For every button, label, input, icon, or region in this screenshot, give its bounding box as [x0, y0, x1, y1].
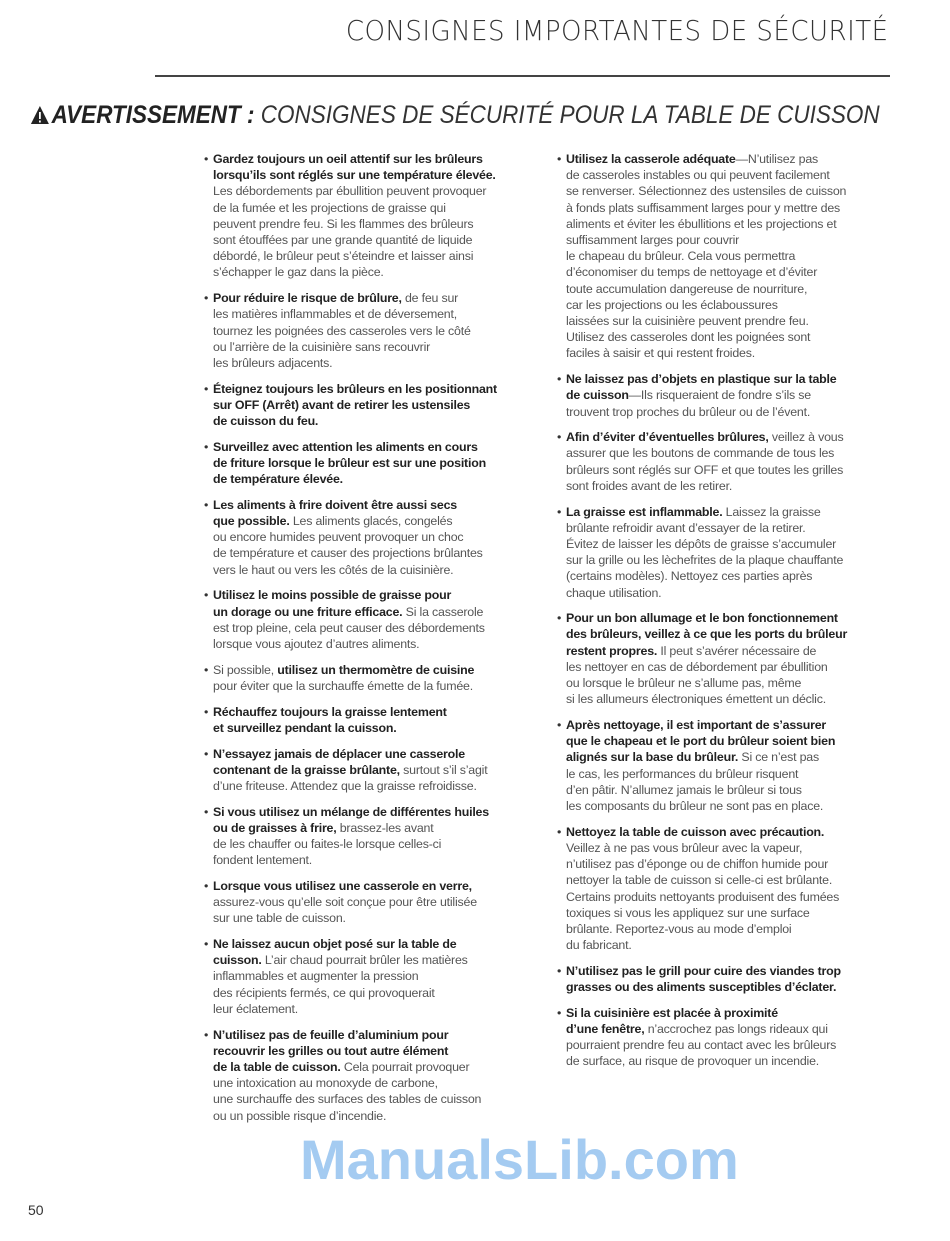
item-emphasis: Réchauffez toujours la graisse lentement et surveillez pendant la cuisson. [213, 704, 447, 735]
safety-item [204, 587, 549, 652]
item-text: Si possible, [213, 662, 278, 677]
item-emphasis: Les aliments à frire doivent être aussi secs que possible. [213, 497, 457, 529]
item-text: Cela pourrait provoquer une intoxication au monoxyde de carbone, une surchauffe des surfaces des tables de cuisson ou un possible risque d’incendie. [213, 1059, 482, 1123]
item-text: veillez à vous assurer que les boutons de commande de tous les brûleurs sont réglés sur OFF et que toutes les grilles sont froides avant de les retirer. [566, 430, 844, 493]
safety-item [557, 824, 902, 954]
item-emphasis: N’utilisez pas le grill pour cuire des viandes trop grasses ou des aliments susceptibles d’éclater. [566, 963, 841, 995]
left-column [204, 151, 549, 1133]
item-emphasis: Ne laissez pas d’objets en plastique sur la table de cuisson [566, 372, 837, 403]
item-text: assurez-vous qu’elle soit conçue pour être utilisée sur une table de cuisson. [213, 895, 477, 926]
safety-item [557, 151, 902, 362]
safety-item [204, 746, 549, 795]
safety-item [204, 1027, 549, 1124]
safety-item [204, 290, 549, 371]
item-emphasis: Utilisez la casserole adéquate [566, 152, 736, 166]
item-text: brassez-les avant de les chauffer ou faites-le lorsque celles-ci fondent lentement. [213, 820, 442, 868]
item-text: Veillez à ne pas vous brûleur avec la vapeur, n’utilisez pas d’éponge ou de chiffon humide pour nettoyer la table de cuisson si celle-ci est brûlante. Certains produits nettoyants produisent des fumées toxiques si vous les appliquez sur une surface brûlante. Reportez-vous au mode d’emploi du fabricant. [566, 840, 840, 953]
safety-item [204, 439, 549, 488]
safety-item [557, 429, 902, 494]
item-text: Les débordements par ébullition peuvent provoquer de la fumée et les projections de graisse qui peuvent prendre feu. Si les flammes des brûleurs sont étouffées par une grande quantité de liquide débordé, le brûleur peut s’éteindre et laisser ainsi s’échapper le gaz dans la pièce. [213, 184, 487, 280]
safety-item [204, 662, 549, 694]
item-text: surtout s’il s’agit d’une friteuse. Attendez que la graisse refroidisse. [213, 762, 488, 793]
safety-item [557, 1005, 902, 1070]
page-title: CONSIGNES IMPORTANTES DE SÉCURITÉ [345, 14, 888, 47]
item-text: —Ils risqueraient de fondre s’ils se trouvent trop proches du brûleur ou de l’évent. [566, 388, 811, 419]
item-emphasis: Éteignez toujours les brûleurs en les positionnant sur OFF (Arrêt) avant de retirer les ustensiles de cuisson du feu. [213, 381, 497, 429]
item-emphasis: N’essayez jamais de déplacer une casserole contenant de la graisse brûlante, [213, 746, 465, 777]
item-text: n’accrochez pas longs rideaux qui pourraient prendre feu au contact avec les brûleurs de surface, au risque de provoquer un incendie. [566, 1021, 837, 1069]
item-emphasis: Surveillez avec attention les aliments en cours de friture lorsque le brûleur est sur une position de température élevée. [213, 439, 486, 487]
safety-item [557, 610, 902, 707]
safety-item [557, 717, 902, 814]
item-emphasis: Après nettoyage, il est important de s’assurer que le chapeau et le port du brûleur soient bien alignés sur la base du brûleur. [566, 718, 836, 765]
safety-item [204, 936, 549, 1017]
item-text: pour éviter que la surchauffe émette de la fumée. [213, 678, 473, 693]
item-emphasis: Pour un bon allumage et le bon fonctionnement des brûleurs, veillez à ce que les ports du brûleur restent propres. [566, 611, 848, 658]
item-text: —N’utilisez pas de casseroles instables ou qui peuvent facilement se renverser. Sélectionnez des ustensiles de cuisson à fonds plats suffisamment larges pour y mettre des aliments et éviter les ébullitions et les projections et suffisamment larges pour couvrir le chapeau du brûleur. Cela vous permettra d’économiser du temps de nettoyage et d’éviter toute accumulation dangereuse de nourriture, car les projections ou les éclaboussures laissées sur la cuisinière peuvent prendre feu. Utilisez des casseroles dont les poignées sont faciles à saisir et qui restent froides. [566, 152, 847, 361]
item-emphasis: Si vous utilisez un mélange de différentes huiles ou de graisses à frire, [213, 804, 489, 835]
item-text: Les aliments glacés, congelés ou encore humides peuvent provoquer un choc de température et causer des projections brûlantes vers le haut ou vers les côtés de la cuisinière. [213, 514, 483, 577]
watermark: ManualsLib.com [300, 1128, 739, 1191]
warning-label: AVERTISSEMENT : [51, 101, 255, 129]
item-text: Si ce n’est pas le cas, les performances du brûleur risquent d’en pâtir. N’allumez jamais le brûleur si tous les composants du brûleur ne sont pas en place. [566, 750, 824, 814]
warning-title: CONSIGNES DE SÉCURITÉ POUR LA TABLE DE CUISSON [254, 101, 880, 129]
safety-item [204, 381, 549, 430]
safety-item [557, 371, 902, 420]
item-emphasis: Lorsque vous utilisez une casserole en verre, [213, 878, 472, 893]
item-text: L’air chaud pourrait brûler les matières inflammables et augmenter la pression des récipients fermés, ce qui provoquerait leur éclatement. [213, 953, 468, 1016]
page-number: 50 [28, 1202, 44, 1218]
safety-item [204, 151, 549, 281]
item-emphasis: Gardez toujours un oeil attentif sur les brûleurs lorsqu’ils sont réglés sur une température élevée. [213, 152, 496, 183]
safety-item [204, 878, 549, 927]
warning-heading [30, 101, 880, 132]
item-emphasis: Pour réduire le risque de brûlure, [213, 291, 402, 306]
item-emphasis: N’utilisez pas de feuille d’aluminium pour recouvrir les grilles ou tout autre élément de la table de cuisson. [213, 1027, 449, 1074]
item-emphasis: Afin d’éviter d’éventuelles brûlures, [566, 430, 769, 445]
item-text: Si la casserole est trop pleine, cela peut causer des débordements lorsque vous ajoutez d’autres aliments. [213, 604, 485, 651]
right-column [557, 151, 902, 1079]
item-text: Laissez la graisse brûlante refroidir avant d’essayer de la retirer. Évitez de laisser les dépôts de graisse s’accumuler sur la grille ou les lèchefrites de la plaque chauffante (certains modèles). Nettoyez ces parties après chaque utilisation. [566, 504, 844, 600]
warning-triangle-icon [30, 103, 50, 132]
safety-item [204, 497, 549, 578]
item-emphasis: Si la cuisinière est placée à proximité d’une fenêtre, [566, 1005, 778, 1036]
safety-item [557, 504, 902, 601]
item-emphasis: Ne laissez aucun objet posé sur la table de cuisson. [213, 937, 457, 968]
item-emphasis: La graisse est inflammable. [566, 504, 723, 519]
item-text: de feu sur les matières inflammables et de déversement, tournez les poignées des casseroles vers le côté ou l’arrière de la cuisinière sans recouvrir les brûleurs adjacents. [213, 291, 471, 370]
safety-item [204, 804, 549, 869]
safety-item [204, 704, 549, 736]
item-emphasis: Nettoyez la table de cuisson avec précaution. [566, 824, 825, 839]
header-divider [155, 75, 890, 77]
safety-item [557, 963, 902, 995]
item-emphasis: utilisez un thermomètre de cuisine [277, 662, 475, 677]
item-emphasis: Utilisez le moins possible de graisse pour un dorage ou une friture efficace. [213, 588, 452, 619]
item-text: Il peut s’avérer nécessaire de les nettoyer en cas de débordement par ébullition ou lorsque le brûleur ne s’allume pas, même si les allumeurs électroniques émettent un déclic. [566, 643, 828, 707]
